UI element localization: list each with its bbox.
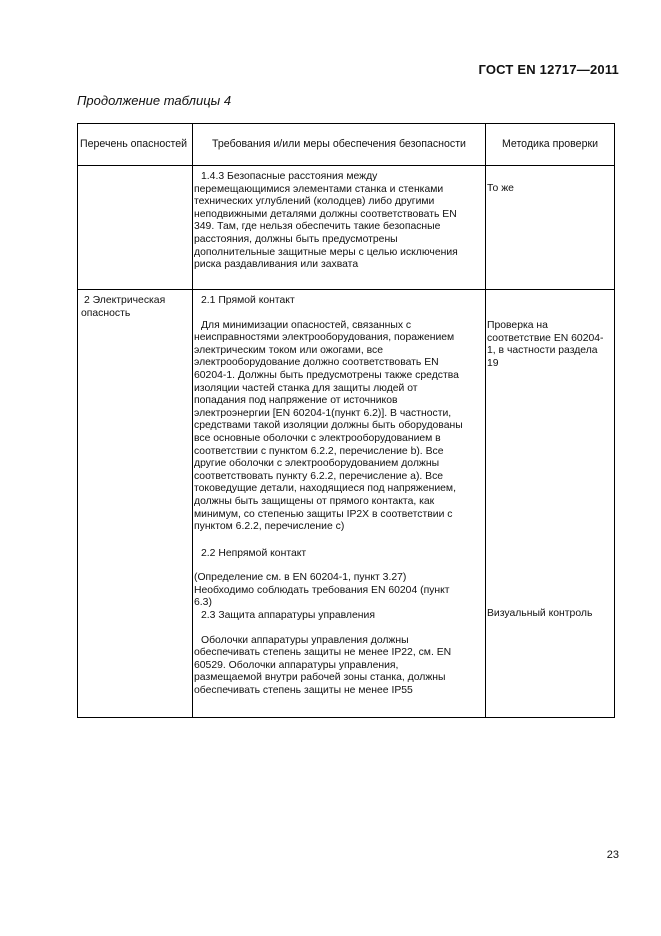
- method-cell: [486, 166, 615, 290]
- indirect-contact-text: (Определение см. в EN 60204-1, пункт 3.27) Необходимо соблюдать требования EN 60204 (пункт 6.3): [194, 572, 450, 609]
- requirement-cell: [193, 166, 486, 290]
- column-header-hazards: Перечень опасностей: [78, 124, 193, 166]
- direct-contact-first-line: Для минимизации опасностей, связанных с: [201, 319, 412, 331]
- requirement-text: перемещающимися элементами станка и стенками технических углублений (колодцев) либо другими неподвижными деталями должны соответствовать EN 349. Там, где нельзя обеспечить такие безопасные расстояния, должны быть предусмотрены дополнительные защитные меры с целью исключения риска раздавливания или захвата: [194, 183, 458, 271]
- column-header-requirements: Требования и/или меры обеспечения безопасности: [193, 124, 486, 166]
- control-protection-first-line: Оболочки аппаратуры управления должны: [201, 634, 409, 646]
- method-direct-contact: Проверка на соответствие EN 60204- 1, в частности раздела 19: [487, 320, 604, 369]
- hazards-table: [77, 123, 615, 718]
- hazard-name: 2 Электрическая: [84, 295, 166, 306]
- method-cell: [486, 290, 615, 718]
- requirement-cell: [193, 290, 486, 718]
- table-row: [78, 290, 615, 718]
- method-text: То же: [487, 183, 514, 194]
- control-protection-title: 2.3 Защита аппаратуры управления: [201, 610, 375, 622]
- direct-contact-title: 2.1 Прямой контакт: [201, 295, 295, 306]
- hazard-cell: [78, 290, 193, 718]
- page-number: 23: [606, 849, 619, 861]
- direct-contact-text: неисправностями электрооборудования, поражением электрическим током или ожогами, все электрооборудование должно соответствовать EN 60204-1. Должны быть предусмотрены также средства изоляции частей станка для защиты людей от попадания под напряжение от источников электроэнергии [EN 60204-1(пункт 6.2)]. В частности, средствами такой изоляции должны быть оборудованы все основные оболочки с электрооборудованием в соответствии с пунктом 6.2.2, перечисление b). Все другие оболочки с электрооборудованием должны соответствовать пункту 6.2.2, перечисление а). Все токоведущие детали, находящиеся под напряжением, должны быть защищены от прямого контакта, как минимум, со степенью защиты IP2X в соответствии с пунктом 6.2.2, перечисление с): [194, 332, 463, 533]
- method-visual-control: Визуальный контроль: [487, 608, 593, 620]
- indirect-contact-title: 2.2 Непрямой контакт: [201, 547, 307, 559]
- column-header-method: Методика проверки: [486, 124, 615, 166]
- table-header-row: [78, 124, 615, 166]
- requirement-title: 1.4.3 Безопасные расстояния между: [201, 171, 378, 182]
- table-continuation-caption: Продолжение таблицы 4: [77, 93, 232, 108]
- hazard-name-continued: опасность: [81, 307, 131, 319]
- hazard-cell: [78, 166, 193, 290]
- control-protection-text: обеспечивать степень защиты не менее IP22, см. EN 60529. Оболочки аппаратуры управления, размещаемой внутри рабочей зоны станка, должны обеспечивать степень защиты не менее IP55: [194, 647, 452, 697]
- standard-code: ГОСТ EN 12717—2011: [478, 62, 619, 77]
- table-row: [78, 166, 615, 290]
